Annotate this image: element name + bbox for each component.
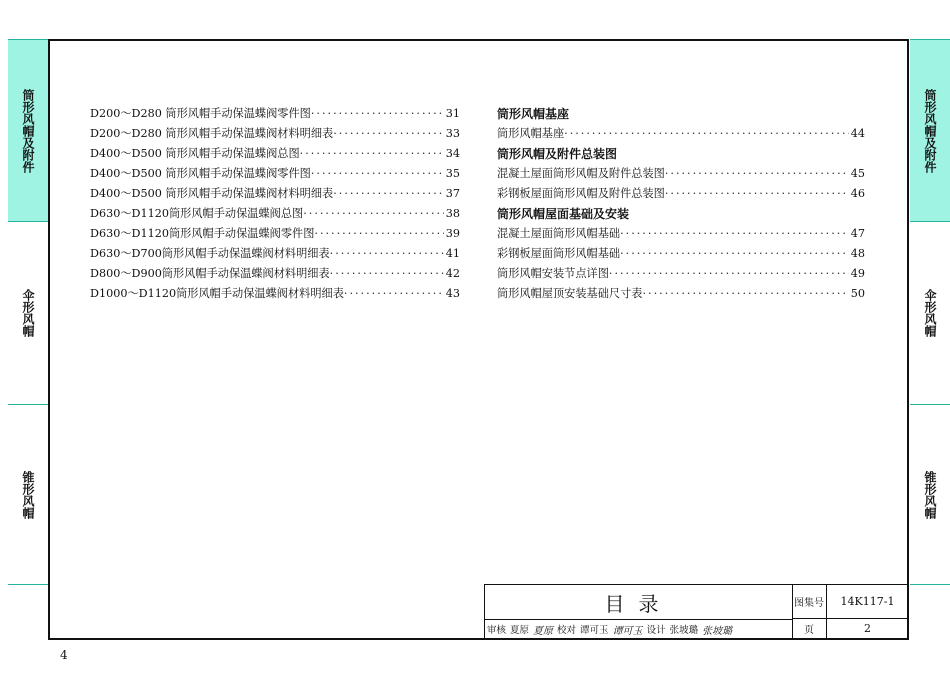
toc-entry-title: 混凝土屋面筒形风帽及附件总装图 [497, 167, 665, 180]
side-tab-label: 伞形风帽 [923, 289, 937, 337]
leader-dots [620, 224, 849, 244]
toc-entry[interactable] [90, 284, 460, 304]
leader-dots [333, 184, 444, 204]
toc-entry-title: 彩钢板屋面筒形风帽及附件总装图 [497, 187, 665, 200]
check-signature: 谭可玉 [612, 625, 643, 637]
toc-entry-title: D800～D900筒形风帽手动保温蝶阀材料明细表 [90, 267, 330, 280]
toc-entry-page: 47 [850, 227, 865, 240]
toc-entry-title: D200～D280 筒形风帽手动保温蝶阀材料明细表 [90, 127, 334, 140]
leader-dots [642, 284, 848, 304]
side-tab-label: 锥形风帽 [923, 470, 937, 519]
toc-entry-page: 49 [850, 267, 865, 280]
toc-entry-page: 44 [850, 127, 865, 140]
toc-entry[interactable] [90, 184, 460, 204]
toc-entry[interactable] [497, 244, 865, 264]
toc-entry[interactable] [497, 164, 865, 184]
toc-entry-page: 31 [445, 107, 460, 120]
side-tab-cone-hood[interactable] [910, 404, 950, 584]
check-label: 校对 [557, 625, 577, 636]
toc-entry[interactable] [90, 244, 460, 264]
toc-entry-title: 筒形风帽安装节点详图 [497, 267, 609, 280]
leader-dots [330, 244, 444, 264]
toc-entry-title: D200～D280 筒形风帽手动保温蝶阀零件图 [90, 107, 311, 120]
toc-entry[interactable] [90, 164, 460, 184]
review-signature: 夏原 [533, 625, 554, 637]
toc-right-column [497, 104, 865, 304]
toc-entry-title: 彩钢板屋面筒形风帽基础 [497, 247, 621, 260]
leader-dots [344, 284, 444, 304]
toc-entry-page: 43 [445, 287, 460, 300]
toc-entry-page: 50 [850, 287, 865, 300]
toc-entry-title: D630～D1120筒形风帽手动保温蝶阀零件图 [90, 227, 315, 240]
toc-entry-page: 38 [445, 207, 460, 220]
side-tab-bottom-divider [910, 584, 950, 604]
leader-dots [665, 164, 849, 184]
toc-entry[interactable] [90, 204, 460, 224]
review-name: 夏原 [510, 625, 530, 636]
leader-dots [564, 124, 849, 144]
side-tab-label: 伞形风帽 [21, 289, 35, 337]
leader-dots [330, 264, 444, 284]
toc-entry[interactable] [497, 224, 865, 244]
page-number: 4 [60, 648, 68, 662]
toc-entry[interactable] [90, 124, 460, 144]
design-label: 设计 [646, 625, 666, 636]
page-label: 页 [792, 619, 827, 639]
atlas-label: 图集号 [792, 585, 827, 619]
review-label: 审核 [487, 625, 507, 636]
toc-entry[interactable] [497, 284, 865, 304]
toc-section-heading: 筒形风帽基座 [497, 107, 570, 121]
toc-entry-page: 42 [445, 267, 460, 280]
title-block-title: 目录 [485, 585, 793, 620]
side-tab-label: 筒形风帽及附件 [21, 88, 35, 173]
toc-entry-page: 46 [850, 187, 865, 200]
toc-entry-page: 33 [445, 127, 460, 140]
leader-dots [665, 184, 849, 204]
toc-entry-title: 筒形风帽基座 [497, 127, 565, 140]
toc-entry[interactable] [90, 224, 460, 244]
toc-entry-page: 48 [850, 247, 865, 260]
design-signature: 张坡璐 [702, 625, 733, 637]
toc-entry-page: 41 [445, 247, 460, 260]
leader-dots [620, 244, 849, 264]
signature-row [485, 619, 793, 639]
title-block [484, 584, 908, 639]
side-tab-tube-hood[interactable] [8, 39, 48, 221]
page-number-cell: 2 [827, 619, 909, 639]
design-name: 张坡璐 [669, 625, 699, 636]
toc-entry[interactable] [90, 144, 460, 164]
toc-left-column [90, 104, 460, 304]
toc-entry[interactable] [497, 124, 865, 144]
toc-entry-page: 45 [850, 167, 865, 180]
toc-entry-title: D400～D500 筒形风帽手动保温蝶阀总图 [90, 147, 300, 160]
toc-entry-page: 34 [445, 147, 460, 160]
toc-entry-title: D400～D500 筒形风帽手动保温蝶阀材料明细表 [90, 187, 334, 200]
toc-entry-page: 35 [445, 167, 460, 180]
atlas-number: 14K117-1 [827, 585, 909, 619]
side-tab-tube-hood[interactable] [910, 39, 950, 221]
side-tab-label: 锥形风帽 [21, 470, 35, 519]
toc-entry-title: D1000～D1120筒形风帽手动保温蝶阀材料明细表 [90, 287, 344, 300]
side-tab-umbrella-hood[interactable] [910, 221, 950, 404]
side-tab-label: 筒形风帽及附件 [923, 88, 937, 173]
leader-dots [314, 224, 443, 244]
toc-entry-title: D400～D500 筒形风帽手动保温蝶阀零件图 [90, 167, 311, 180]
leader-dots [609, 264, 849, 284]
side-tab-cone-hood[interactable] [8, 404, 48, 584]
leader-dots [303, 204, 444, 224]
toc-section-heading: 筒形风帽及附件总装图 [497, 147, 618, 161]
side-tab-umbrella-hood[interactable] [8, 221, 48, 404]
leader-dots [311, 104, 444, 124]
toc-entry[interactable] [90, 264, 460, 284]
toc-entry-page: 37 [445, 187, 460, 200]
toc-entry[interactable] [497, 264, 865, 284]
leader-dots [300, 144, 444, 164]
toc-entry-page: 39 [445, 227, 460, 240]
toc-entry-title: D630～D700筒形风帽手动保温蝶阀材料明细表 [90, 247, 330, 260]
side-tab-bottom-divider [8, 584, 48, 604]
toc-entry-title: D630～D1120筒形风帽手动保温蝶阀总图 [90, 207, 304, 220]
leader-dots [333, 124, 444, 144]
check-name: 谭可玉 [580, 625, 609, 636]
toc-entry[interactable] [497, 184, 865, 204]
toc-section-heading: 筒形风帽屋面基础及安装 [497, 207, 630, 221]
toc-entry-title: 混凝土屋面筒形风帽基础 [497, 227, 621, 240]
leader-dots [311, 164, 444, 184]
toc-entry[interactable] [90, 104, 460, 124]
toc-entry-title: 筒形风帽屋顶安装基础尺寸表 [497, 287, 643, 300]
